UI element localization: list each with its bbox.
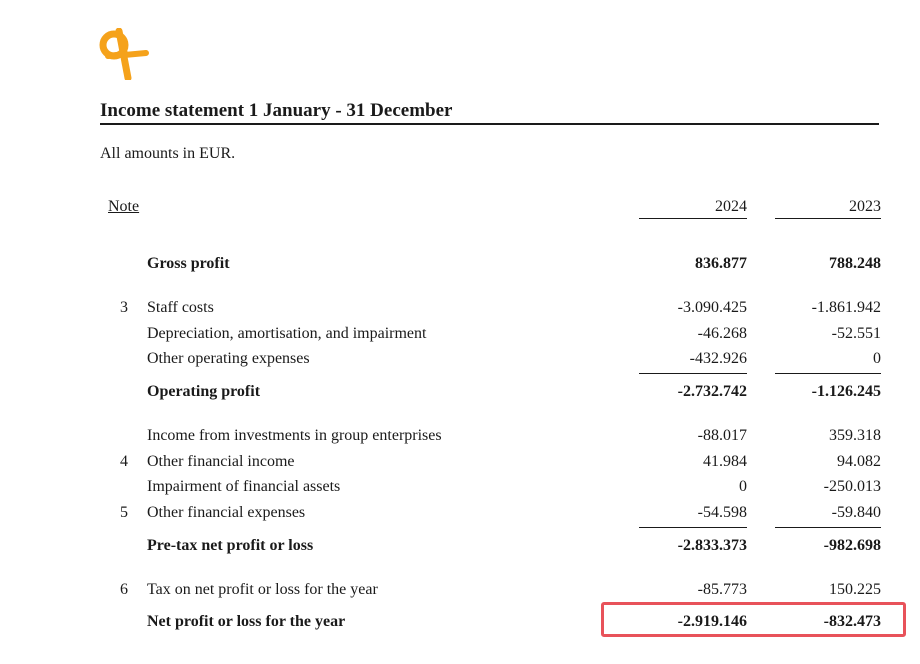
row-value-2023: -250.013 (823, 478, 881, 495)
row-value-2024: -3.090.425 (677, 299, 747, 316)
row-note: 3 (120, 299, 128, 316)
subtotal-rule (639, 373, 747, 374)
table-row-group-investments (0, 424, 920, 448)
row-value-2023: -52.551 (831, 325, 881, 342)
row-value-2023: -59.840 (831, 504, 881, 521)
row-value-2024: -2.833.373 (677, 537, 747, 554)
net-profit-highlight-box (601, 602, 906, 637)
row-label: Impairment of financial assets (147, 478, 341, 495)
row-value-2024: 836.877 (695, 255, 747, 272)
row-value-2024: -2.919.146 (677, 613, 747, 630)
subtotal-rule (639, 527, 747, 528)
table-row-other-financial-income (0, 450, 920, 474)
row-value-2024: 41.984 (703, 453, 747, 470)
row-label: Pre-tax net profit or loss (147, 537, 314, 554)
row-value-2023: -1.126.245 (811, 383, 881, 400)
row-value-2024: 0 (739, 478, 747, 495)
company-logo-icon (96, 28, 150, 80)
row-label: Staff costs (147, 299, 214, 316)
row-note: 6 (120, 581, 128, 598)
row-value-2024: -85.773 (697, 581, 747, 598)
row-label: Depreciation, amortisation, and impairment (147, 325, 427, 342)
row-value-2024: -54.598 (697, 504, 747, 521)
row-label: Tax on net profit or loss for the year (147, 581, 378, 598)
row-value-2023: 0 (873, 350, 881, 367)
row-value-2024: -432.926 (689, 350, 747, 367)
subtotal-rule (775, 373, 881, 374)
row-label: Other financial income (147, 453, 295, 470)
row-value-2024: -2.732.742 (677, 383, 747, 400)
row-label: Gross profit (147, 255, 230, 272)
table-row-impairment-financial-assets (0, 475, 920, 499)
row-value-2023: -982.698 (823, 537, 881, 554)
page-title: Income statement 1 January - 31 December (100, 99, 879, 125)
row-label: Other financial expenses (147, 504, 306, 521)
table-row-operating-profit (0, 380, 920, 404)
currency-note: All amounts in EUR. (100, 145, 236, 162)
row-value-2023: 94.082 (837, 453, 881, 470)
table-row-tax (0, 578, 920, 602)
year-2024-header: 2024 (639, 198, 747, 219)
row-value-2023: -1.861.942 (811, 299, 881, 316)
row-note: 4 (120, 453, 128, 470)
row-value-2023: -832.473 (823, 613, 881, 630)
table-row-gross-profit (0, 252, 920, 276)
row-value-2024: -88.017 (697, 427, 747, 444)
row-value-2024: -46.268 (697, 325, 747, 342)
row-note: 5 (120, 504, 128, 521)
row-label: Net profit or loss for the year (147, 613, 346, 630)
table-row-pretax-profit (0, 534, 920, 558)
row-value-2023: 359.318 (829, 427, 881, 444)
table-row-staff-costs (0, 296, 920, 320)
table-row-depreciation (0, 322, 920, 346)
table-row-other-operating-expenses (0, 347, 920, 371)
row-value-2023: 788.248 (829, 255, 881, 272)
row-value-2023: 150.225 (829, 581, 881, 598)
table-row-other-financial-expenses (0, 501, 920, 525)
note-column-header: Note (108, 198, 140, 215)
year-2023-header: 2023 (775, 198, 881, 219)
row-label: Other operating expenses (147, 350, 310, 367)
subtotal-rule (775, 527, 881, 528)
row-label: Income from investments in group enterprises (147, 427, 442, 444)
row-label: Operating profit (147, 383, 261, 400)
